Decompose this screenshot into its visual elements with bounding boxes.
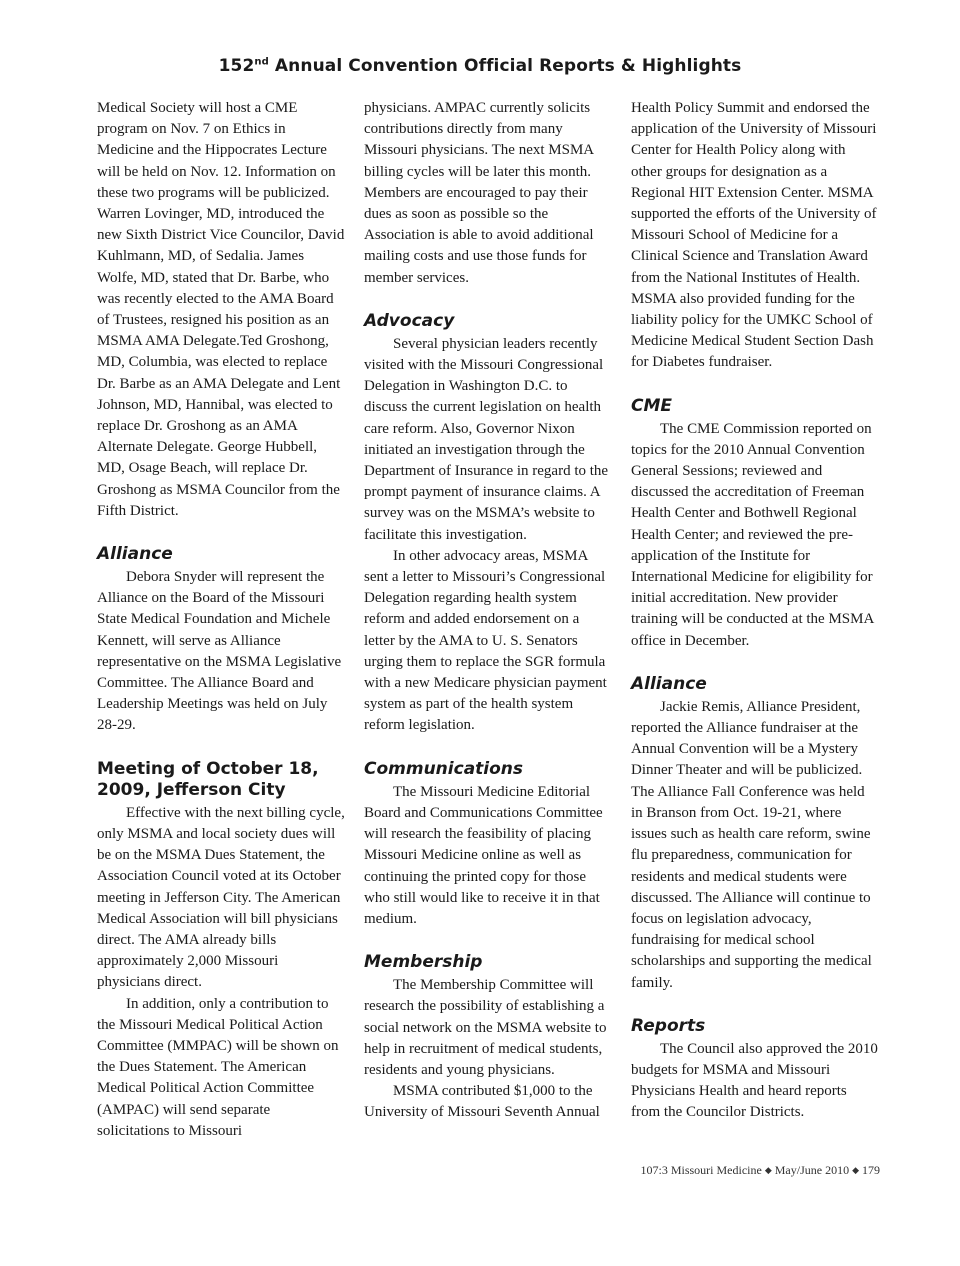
section-heading-meeting: Meeting of October 18, 2009, Jefferson City: [97, 758, 319, 800]
footer-date: May/June 2010: [774, 1163, 850, 1177]
section-heading-alliance: Alliance: [631, 673, 707, 694]
paragraph: In addition, only a contribution to the Missouri Medical Political Action Committee (MMPAC) will be shown on the Dues Statement. The American Medical Political Action Committee (AMPAC) will send separate solicitations to Missouri: [97, 995, 339, 1139]
diamond-icon: ◆: [764, 1165, 772, 1175]
page-number: 179: [862, 1163, 880, 1177]
section-heading-alliance: Alliance: [97, 544, 173, 565]
section-heading-membership: Membership: [364, 952, 483, 973]
paragraph: MSMA contributed $1,000 to the University of Missouri Seventh Annual: [364, 1083, 600, 1121]
header-number: 152: [218, 56, 255, 76]
paragraph: Health Policy Summit and endorsed the application of the University of Missouri Center for Health Policy along with other groups for designation as a Regional HIT Extension Center. MSMA supported the efforts of the University of Missouri School of Medicine for a Clinical Science and Translation Award from the National Institutes of Health. MSMA also provided funding for the liability policy for the UMKC School of Medicine Medical Student Section Dash for Diabetes fundraiser.: [631, 100, 877, 371]
footer-issue: 107:3 Missouri Medicine: [640, 1163, 762, 1177]
paragraph: Jackie Remis, Alliance President, reported the Alliance fundraiser at the Annual Convention will be a Mystery Dinner Theater and will be publicized. The Alliance Fall Conference was held in Branson from Oct. 19-21, where issues such as health care reform, swine flu preparedness, communication for residents and medical students were discussed. The Alliance will continue to focus on legislation advocacy, fundraising for medical school scholarships and supporting the medical family.: [631, 698, 872, 991]
paragraph: Several physician leaders recently visited with the Missouri Congressional Delegation in Washington D.C. to discuss the current legislation on health care reform. Also, Governor Nixon initiated an investigation through the Department of Insurance in regard to the prompt payment of insurance claims. A survey was on the MSMA’s website to facilitate this investigation.: [364, 335, 609, 543]
paragraph: The Council also approved the 2010 budgets for MSMA and Missouri Physicians Health and heard reports from the Councilor Districts.: [631, 1040, 878, 1121]
paragraph: The Membership Committee will research the possibility of establishing a social network on the MSMA website to help in recruitment of medical students, residents and young physicians.: [364, 977, 607, 1078]
section-heading-cme: CME: [631, 395, 673, 416]
paragraph: The Missouri Medicine Editorial Board and Communications Committee will research the feasibility of placing Missouri Medicine online as well as continuing the printed copy for those who still would like to receive it in that medium.: [364, 783, 603, 927]
paragraph: The CME Commission reported on topics for the 2010 Annual Convention General Sessions; reviewed and discussed the accreditation of Freeman Health Center and Bothwell Regional Health Center; and reviewed the pre-application of the Institute for International Medicine for eligibility for initial accreditation. New provider training will be conducted at the MSMA office in December.: [631, 420, 874, 649]
paragraph: Medical Society will host a CME program on Nov. 7 on Ethics in Medicine and the Hippocrates Lecture will be held on Nov. 12. Information on these two programs will be publicized. Warren Lovinger, MD, introduced the new Sixth District Vice Councilor, David Kuhlmann, MD, of Sedalia. James Wolfe, MD, stated that Dr. Barbe, who was recently elected to the AMA Board of Trustees, resigned his position as an MSMA AMA Delegate.Ted Groshong, MD, Columbia, was elected to replace Dr. Barbe as an AMA Delegate and Lent Johnson, MD, Hannibal, was elected to replace Dr. Groshong as an AMA Alternate Delegate. George Hubbell, MD, Osage Beach, will replace Dr. Groshong as MSMA Councilor from the Fifth District.: [97, 100, 345, 519]
section-heading-communications: Communications: [364, 758, 524, 779]
column-3: [631, 98, 879, 1124]
header-title: Annual Convention Official Reports & Highlights: [268, 56, 742, 76]
paragraph: Effective with the next billing cycle, only MSMA and local society dues will be on the MSMA Dues Statement, the Association Council voted at its October meeting in Jefferson City. The American Medical Association will bill physicians direct. The AMA already bills approximately 2,000 Missouri physicians direct.: [97, 804, 345, 991]
paragraph: Debora Snyder will represent the Alliance on the Board of the Missouri State Medical Foundation and Michele Kennett, will serve as Alliance representative on the MSMA Legislative Committee. The Alliance Board and Leadership Meetings was held on July 28-29.: [97, 569, 342, 734]
diamond-icon: ◆: [852, 1165, 859, 1175]
section-heading-advocacy: Advocacy: [364, 310, 455, 331]
section-heading-reports: Reports: [631, 1015, 706, 1036]
paragraph: In other advocacy areas, MSMA sent a letter to Missouri’s Congressional Delegation regarding health system reform and added endorsement on a letter by the AMA to U. S. Senators urging them to replace the SGR formula with a new Medicare physician payment system as part of the health system reform legislation.: [364, 547, 607, 734]
column-2: [364, 98, 612, 1124]
paragraph: physicians. AMPAC currently solicits contributions directly from many Missouri physicians. The next MSMA billing cycles will be later this month. Members are encouraged to pay their dues as soon as possible so the Association is able to avoid additional mailing costs and use those funds for member services.: [364, 100, 594, 286]
header-ordinal: nd: [254, 56, 269, 68]
column-1: [97, 98, 345, 1142]
page-header: [0, 56, 960, 76]
page-footer: [600, 1163, 880, 1178]
